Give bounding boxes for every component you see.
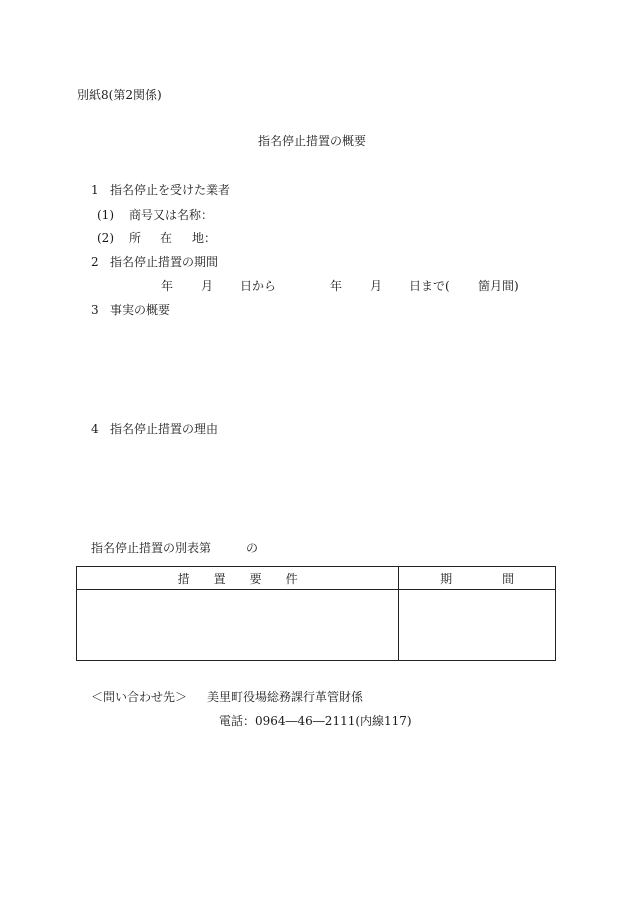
- annex-table-caption-suffix: の: [246, 541, 259, 555]
- contact-phone: 電話：0964―46―2111(内線117): [219, 714, 412, 728]
- document-title: 指名停止措置の概要: [258, 134, 367, 148]
- period-cell: [399, 590, 556, 661]
- measures-table: [76, 566, 556, 661]
- period-month-2: 月: [370, 279, 383, 293]
- section-1-1-number: (1): [97, 208, 114, 222]
- section-3-number: 3: [91, 303, 99, 317]
- address-label-char-1: 所: [129, 231, 142, 245]
- requirement-header-char-1: 措: [177, 571, 190, 586]
- period-year-2: 年: [330, 279, 343, 293]
- section-2-label: 指名停止措置の期間: [110, 255, 219, 269]
- period-month-1: 月: [201, 279, 214, 293]
- address-label-char-3: 地：: [192, 231, 217, 245]
- period-from: 日から: [240, 279, 277, 293]
- period-duration: 箇月間): [478, 279, 519, 293]
- table-row: [77, 590, 556, 661]
- period-header-char-2: 間: [502, 571, 515, 586]
- requirement-header: [77, 567, 399, 590]
- contact-office: 美里町役場総務課行革管財係: [207, 690, 364, 704]
- table-header-row: [77, 567, 556, 590]
- requirement-header-char-3: 要: [249, 571, 262, 586]
- annex-table-caption-prefix: 指名停止措置の別表第: [91, 541, 212, 555]
- period-header: [399, 567, 556, 590]
- requirement-header-char-4: 件: [285, 571, 298, 586]
- section-1-number: 1: [91, 183, 99, 197]
- company-name-label: 商号又は名称：: [129, 208, 214, 222]
- period-year-1: 年: [161, 279, 174, 293]
- section-2-number: 2: [91, 255, 99, 269]
- requirement-cell: [77, 590, 399, 661]
- contact-label: ＜問い合わせ先＞: [91, 690, 188, 704]
- address-label-char-2: 在: [160, 231, 173, 245]
- period-header-char-1: 期: [440, 571, 453, 586]
- section-1-label: 指名停止を受けた業者: [110, 183, 231, 197]
- annex-label: 別紙8(第2関係): [77, 88, 162, 102]
- section-4-label: 指名停止措置の理由: [110, 422, 219, 436]
- period-until: 日まで(: [409, 279, 450, 293]
- section-3-label: 事実の概要: [110, 303, 171, 317]
- requirement-header-char-2: 置: [213, 571, 226, 586]
- section-4-number: 4: [91, 422, 99, 436]
- section-1-2-number: (2): [97, 231, 114, 245]
